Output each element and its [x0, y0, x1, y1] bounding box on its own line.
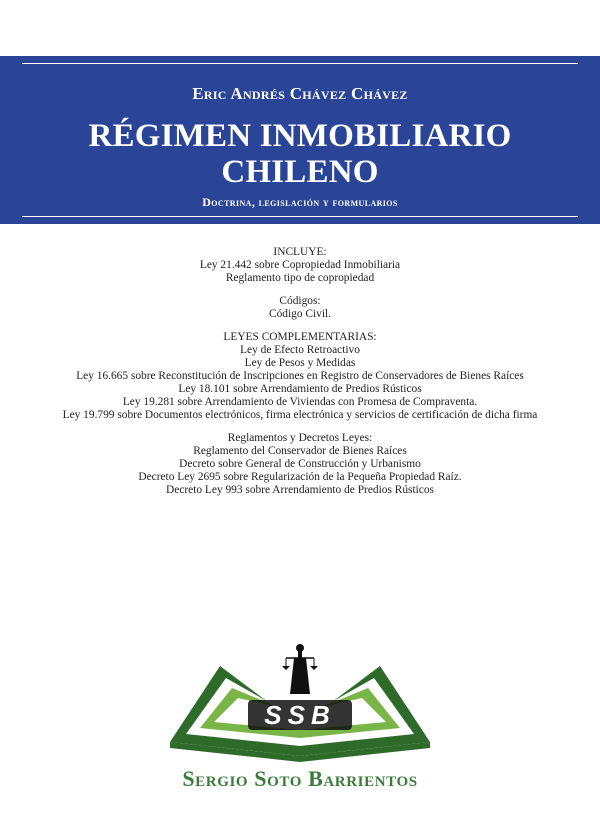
list-item: Ley 19.799 sobre Documentos electrónicos, firma electrónica y servicios de certificación de dicha firma [62, 409, 538, 421]
section-heading: INCLUYE: [273, 246, 327, 258]
list-item: Ley 18.101 sobre Arrendamiento de Predios Rústicos [178, 383, 422, 395]
section-heading: Reglamentos y Decretos Leyes: [227, 432, 373, 444]
ssb-monogram [248, 700, 352, 730]
list-item: Decreto sobre General de Construcción y Urbanismo [179, 458, 421, 470]
list-item: Decreto Ley 993 sobre Arrendamiento de Predios Rústicos [166, 484, 434, 496]
author-name: Eric Andrés Chávez Chávez [192, 84, 408, 103]
list-item: Código Civil. [268, 308, 332, 320]
list-item: Ley 19.281 sobre Arrendamiento de Viviendas con Promesa de Compraventa. [122, 396, 478, 408]
book-title [0, 118, 600, 190]
section-reglamentos [10, 432, 590, 497]
publisher-logo [150, 638, 450, 773]
list-item: Ley 21.442 sobre Copropiedad Inmobiliaria [199, 259, 401, 271]
svg-text:SSB: SSB [264, 700, 336, 730]
band-top-rule [22, 63, 578, 64]
contents-list [10, 246, 590, 507]
list-item: Reglamento tipo de copropiedad [225, 272, 375, 284]
section-leyes-complementarias [10, 331, 590, 422]
book-subtitle: Doctrina, legislación y formularios [202, 195, 398, 209]
section-heading: Códigos: [279, 295, 321, 307]
section-heading: LEYES COMPLEMENTARIAS: [223, 331, 377, 343]
list-item: Ley de Efecto Retroactivo [240, 344, 360, 356]
publisher-name: Sergio Soto Barrientos [182, 766, 418, 791]
list-item: Reglamento del Conservador de Bienes Raíces [193, 445, 407, 457]
justice-statue-icon [282, 644, 318, 694]
title-band [0, 56, 600, 224]
book-title-line-1: RÉGIMEN INMOBILIARIO [88, 118, 512, 154]
list-item: Decreto Ley 2695 sobre Regularización de la Pequeña Propiedad Raíz. [138, 471, 462, 483]
section-codigos [10, 295, 590, 321]
list-item: Ley de Pesos y Medidas [244, 357, 356, 369]
book-title-line-2: CHILENO [221, 154, 379, 190]
section-incluye [10, 246, 590, 285]
list-item: Ley 16.665 sobre Reconstitución de Inscripciones en Registro de Conservadores de Bienes Raíces [76, 370, 524, 382]
band-bottom-rule [22, 216, 578, 217]
